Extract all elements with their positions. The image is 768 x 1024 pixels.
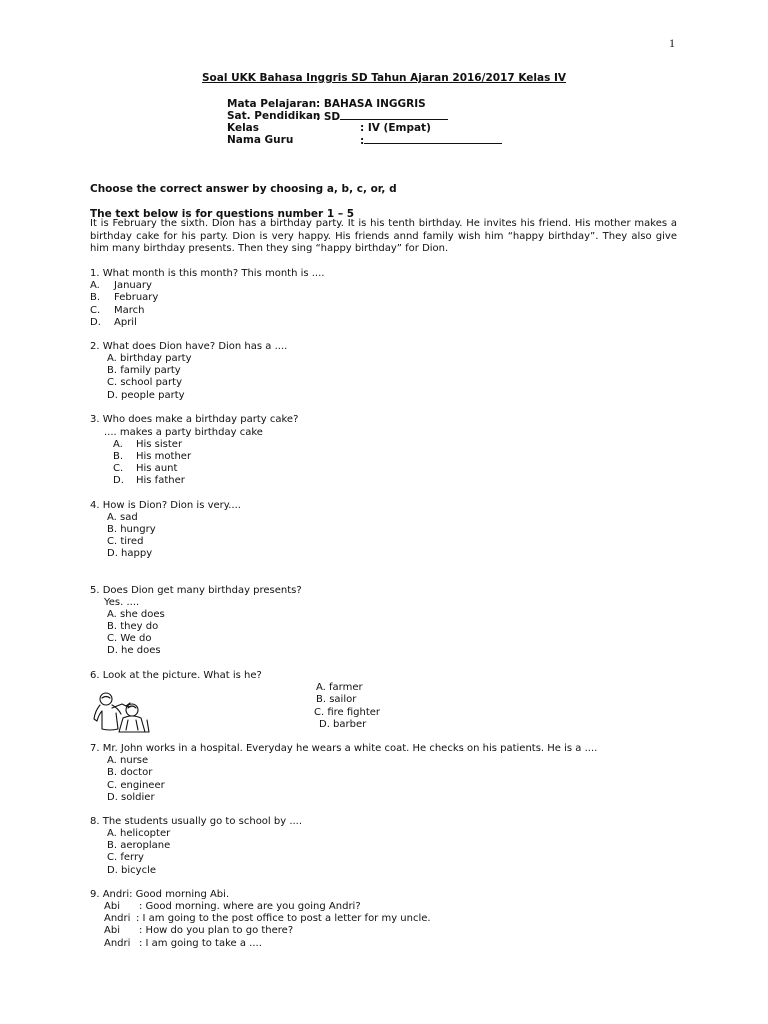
q4-option-c: C. tired: [107, 536, 144, 547]
q3-option-a-text: His sister: [136, 439, 183, 450]
q8-option-c: C. ferry: [107, 852, 144, 863]
q7-option-a: A. nurse: [107, 755, 149, 766]
q8-option-d: D. bicycle: [107, 865, 157, 876]
q5-option-b: B. they do: [107, 621, 159, 632]
meta-class-label: Kelas: [227, 122, 260, 134]
meta-teacher-label: Nama Guru: [227, 134, 294, 146]
question-3: 3. Who does make a birthday party cake?: [90, 414, 299, 425]
q2-option-d: D. people party: [107, 390, 185, 401]
q6-option-d: D. barber: [319, 719, 367, 730]
question-9: 9. Andri: Good morning Abi.: [90, 889, 230, 900]
question-4: 4. How is Dion? Dion is very....: [90, 500, 241, 511]
instruction: Choose the correct answer by choosing a, b, c, or, d: [90, 183, 397, 195]
q9-dialog-speaker-4: Andri: [104, 938, 131, 949]
q3-option-b-text: His mother: [136, 451, 192, 462]
q9-dialog-line-3: : How do you plan to go there?: [139, 925, 294, 936]
q3-stem: .... makes a party birthday cake: [104, 427, 263, 438]
q7-option-b: B. doctor: [107, 767, 153, 778]
question-7: 7. Mr. John works in a hospital. Everyday he wears a white coat. He checks on his patients. He is a ....: [90, 743, 598, 754]
q5-option-c: C. We do: [107, 633, 152, 644]
q3-option-d-text: His father: [136, 475, 185, 486]
meta-subject-value: : BAHASA INGGRIS: [316, 98, 426, 110]
q5-stem: Yes. ....: [104, 597, 140, 608]
question-8: 8. The students usually go to school by ....: [90, 816, 303, 827]
barber-picture: [92, 690, 152, 740]
question-5: 5. Does Dion get many birthday presents?: [90, 585, 302, 596]
q1-option-b-letter: B.: [90, 292, 101, 303]
q6-option-b: B. sailor: [316, 694, 357, 705]
q1-option-c-letter: C.: [90, 305, 101, 316]
teacher-blank-line: [364, 134, 502, 144]
q1-option-d-letter: D.: [90, 317, 101, 328]
q1-option-a-letter: A.: [90, 280, 100, 291]
q9-dialog-speaker-3: Abi: [104, 925, 120, 936]
q6-option-c: C. fire fighter: [314, 707, 381, 718]
q3-option-d-letter: D.: [113, 475, 124, 486]
meta-school-label: Sat. Pendidikan: [227, 110, 321, 122]
q2-option-c: C. school party: [107, 377, 183, 388]
page-title: Soal UKK Bahasa Inggris SD Tahun Ajaran 2016/2017 Kelas IV: [201, 72, 567, 84]
question-2: 2. What does Dion have? Dion has a ....: [90, 341, 288, 352]
meta-class-value: : IV (Empat): [360, 122, 431, 134]
meta-teacher-text: :: [360, 135, 365, 147]
q7-option-c: C. engineer: [107, 780, 165, 791]
q1-option-b-text: February: [114, 292, 159, 303]
q3-option-a-letter: A.: [113, 439, 123, 450]
q8-option-b: B. aeroplane: [107, 840, 171, 851]
q9-dialog-speaker-2: Andri: [104, 913, 131, 924]
q2-option-a: A. birthday party: [107, 353, 192, 364]
q3-option-b-letter: B.: [113, 451, 124, 462]
q1-option-d-text: April: [114, 317, 137, 328]
q4-option-d: D. happy: [107, 548, 153, 559]
school-blank-line: [340, 110, 448, 120]
q1-option-c-text: March: [114, 305, 145, 316]
q5-option-a: A. she does: [107, 609, 165, 620]
text-heading: The text below is for questions number 1 – 5: [90, 208, 355, 220]
q2-option-b: B. family party: [107, 365, 181, 376]
meta-teacher-value: [360, 134, 502, 147]
q4-option-b: B. hungry: [107, 524, 156, 535]
q3-option-c-letter: C.: [113, 463, 124, 474]
q9-dialog-line-2: : I am going to the post office to post a letter for my uncle.: [136, 913, 431, 924]
q9-dialog-line-1: : Good morning. where are you going Andri?: [139, 901, 361, 912]
barber-illustration-icon: [92, 690, 152, 736]
question-1: 1. What month is this month? This month is ....: [90, 268, 325, 279]
q8-option-a: A. helicopter: [107, 828, 171, 839]
q9-dialog-line-4: : I am going to take a ....: [139, 938, 262, 949]
meta-school-text: : SD: [316, 111, 341, 123]
q3-option-c-text: His aunt: [136, 463, 178, 474]
question-6: 6. Look at the picture. What is he?: [90, 670, 262, 681]
page-number: 1: [669, 36, 675, 50]
q7-option-d: D. soldier: [107, 792, 155, 803]
q1-option-a-text: January: [114, 280, 152, 291]
q9-dialog-speaker-1: Abi: [104, 901, 120, 912]
meta-subject-label: Mata Pelajaran: [227, 98, 317, 110]
q5-option-d: D. he does: [107, 645, 161, 656]
reading-text: It is February the sixth. Dion has a birthday party. It is his tenth birthday. He invites his friend. His mother makes a birthday cake for his party. Dion is very happy. His friends annd family wish him “happy birthday”. They also give him many birthday presents. Then they sing “happy birthday” for Dion.: [90, 218, 677, 254]
q4-option-a: A. sad: [107, 512, 138, 523]
q6-option-a: A. farmer: [316, 682, 363, 693]
